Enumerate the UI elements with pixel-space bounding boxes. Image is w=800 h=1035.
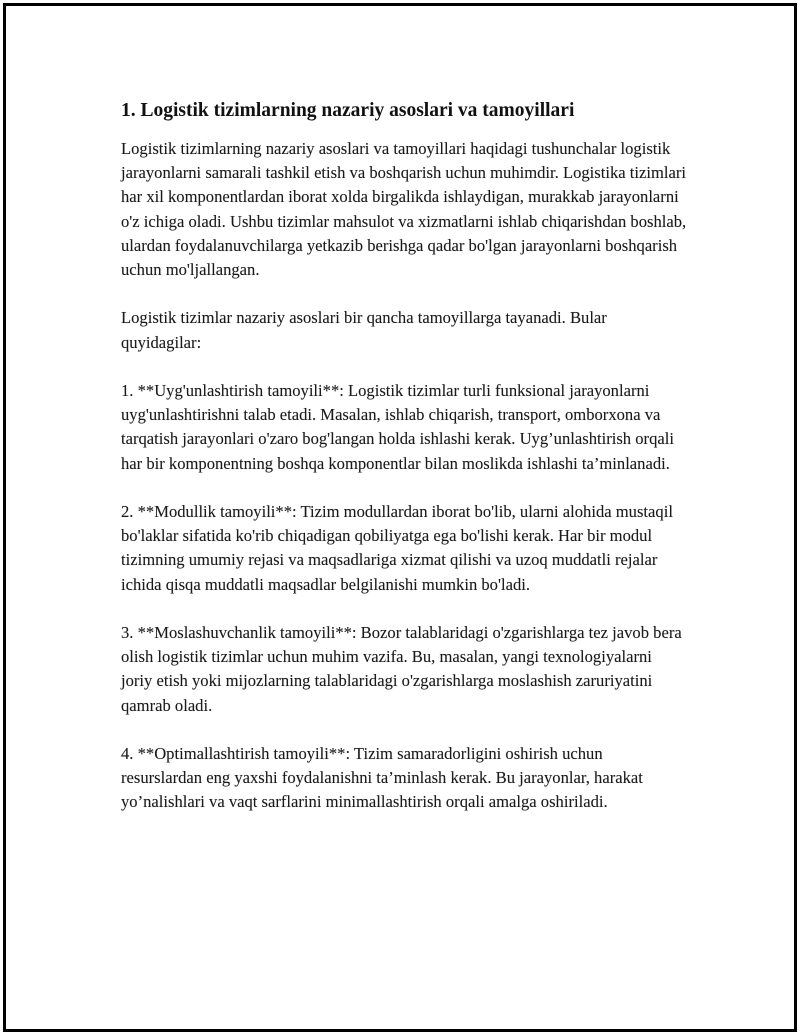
document-page bbox=[3, 3, 797, 1032]
section-heading: 1. Logistik tizimlarning nazariy asoslari va tamoyillari bbox=[121, 100, 575, 121]
paragraph-principles-intro: Logistik tizimlar nazariy asoslari bir qancha tamoyillarga tayanadi. Bular quyidagilar: bbox=[121, 308, 607, 352]
paragraph-principle-2: 2. **Modullik tamoyili**: Tizim modullardan iborat bo'lib, ularni alohida mustaqil bo'laklar sifatida ko'rib chiqadigan qobiliyatga ega bo'lishi kerak. Har bir modul tizimning umumiy rejasi va maqsadlariga xizmat qilishi va uzoq muddatli rejalar ichida qisqa muddatli maqsadlar belgilanishi mumkin bo'ladi. bbox=[121, 502, 673, 594]
paragraph-intro: Logistik tizimlarning nazariy asoslari va tamoyillari haqidagi tushunchalar logistik jarayonlarni samarali tashkil etish va boshqarish uchun muhimdir. Logistika tizimlari har xil komponentlardan iborat xolda birgalikda ishlaydigan, murakkab jarayonlarni o'z ichiga oladi. Ushbu tizimlar mahsulot va xizmatlarni ishlab chiqarishdan boshlab, ulardan foydalanuvchilarga yetkazib berishga qadar bo'lgan jarayonlarni boshqarish uchun mo'ljallangan. bbox=[121, 139, 687, 280]
paragraph-principle-4: 4. **Optimallashtirish tamoyili**: Tizim samaradorligini oshirish uchun resurslardan eng yaxshi foydalanishni ta’minlash kerak. Bu jarayonlar, harakat yo’nalishlari va vaqt sarflarini minimallashtirish orqali amalga oshiriladi. bbox=[121, 744, 643, 812]
paragraph-principle-3: 3. **Moslashuvchanlik tamoyili**: Bozor talablaridagi o'zgarishlarga tez javob bera olish logistik tizimlar uchun muhim vazifa. Bu, masalan, yangi texnologiyalarni joriy etish yoki mijozlarning talablaridagi o'zgarishlarga moslashish zaruriyatini qamrab oladi. bbox=[121, 623, 682, 715]
paragraph-principle-1: 1. **Uyg'unlashtirish tamoyili**: Logistik tizimlar turli funksional jarayonlarni uyg'unlashtirishni talab etadi. Masalan, ishlab chiqarish, transport, omborxona va tarqatish jarayonlari o'zaro bog'langan holda ishlashi kerak. Uyg’unlashtirish orqali har bir komponentning boshqa komponentlar bilan moslikda ishlashi ta’minlanadi. bbox=[121, 381, 674, 473]
document-content bbox=[121, 99, 687, 839]
